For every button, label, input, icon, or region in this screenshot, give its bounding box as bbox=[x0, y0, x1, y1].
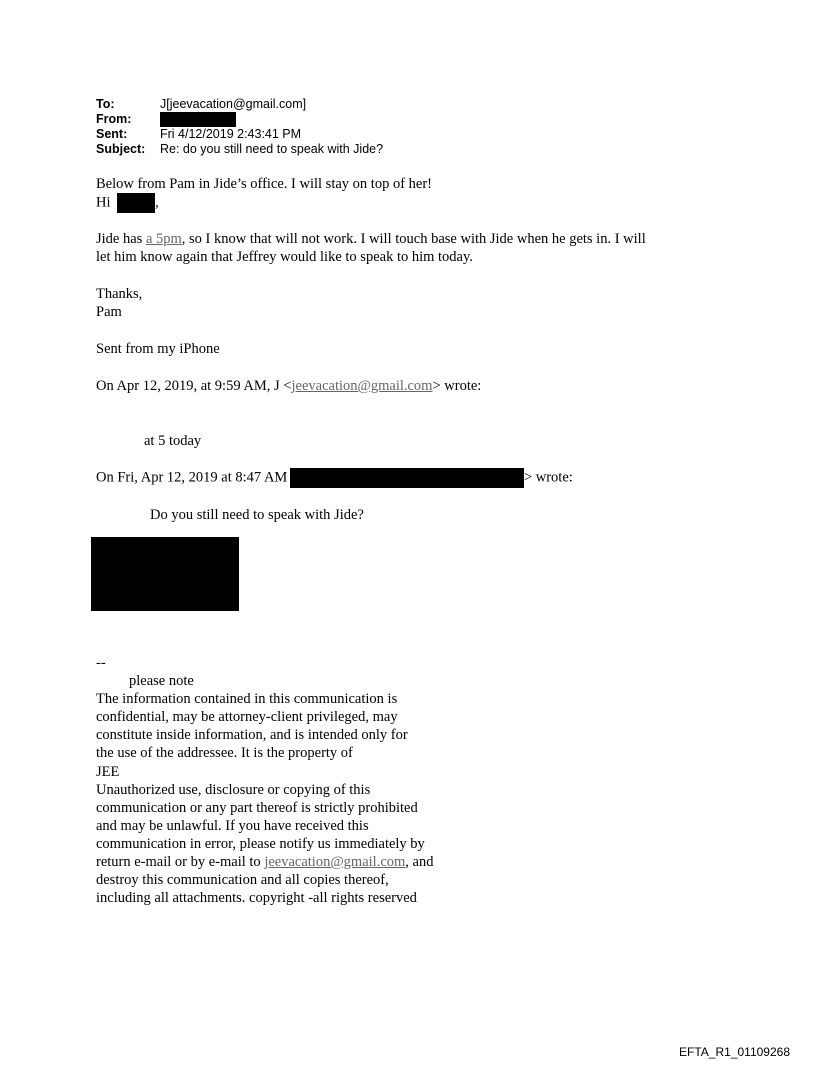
greeting-line bbox=[96, 193, 159, 213]
meeting-time-link[interactable]: a 5pm bbox=[145, 231, 182, 247]
footer-note: please note bbox=[129, 673, 194, 690]
disclaimer bbox=[96, 654, 433, 907]
paragraph-text-cont: , so I know that will not work. I will touch base with Jide when he gets in. I will bbox=[181, 231, 646, 247]
sent-label: Sent: bbox=[96, 127, 128, 141]
reply-text: at 5 today bbox=[144, 433, 202, 449]
redaction-from bbox=[160, 112, 236, 127]
to-label: To: bbox=[96, 97, 115, 111]
footer-email-link[interactable]: jeevacation@gmail.com bbox=[264, 854, 406, 871]
footer-line-email bbox=[96, 853, 433, 871]
quote-header-1-text: On Apr 12, 2019, at 9:59 AM, J < bbox=[96, 378, 292, 394]
from-label: From: bbox=[96, 112, 132, 126]
redaction-signature-block bbox=[91, 537, 239, 611]
question-line: Do you still need to speak with Jide? bbox=[150, 507, 364, 523]
email-link[interactable]: jeevacation@gmail.com bbox=[291, 378, 433, 394]
sent-from-line: Sent from my iPhone bbox=[96, 341, 220, 357]
subject-label: Subject: bbox=[96, 142, 146, 156]
footer-line: communication or any part thereof is strictly prohibited bbox=[96, 799, 418, 816]
sent-value: Fri 4/12/2019 2:43:41 PM bbox=[160, 127, 302, 141]
footer-line-end: , and bbox=[405, 854, 434, 871]
footer-line: and may be unlawful. If you have received this bbox=[96, 817, 369, 834]
signature-line: Pam bbox=[96, 304, 122, 320]
bates-number: EFTA_R1_01109268 bbox=[679, 1045, 790, 1059]
subject-value: Re: do you still need to speak with Jide? bbox=[160, 142, 384, 156]
footer-line: the use of the addressee. It is the property of bbox=[96, 745, 353, 762]
quote-header-2 bbox=[96, 468, 573, 488]
footer-line: JEE bbox=[96, 763, 120, 780]
quote-header-1-end: > wrote: bbox=[432, 378, 482, 394]
footer-dashes: -- bbox=[96, 655, 106, 671]
message-paragraph-line2: let him know again that Jeffrey would like to speak to him today. bbox=[96, 249, 473, 265]
footer-line: Unauthorized use, disclosure or copying of this bbox=[96, 781, 371, 798]
redaction-sender bbox=[290, 468, 524, 488]
footer-line: confidential, may be attorney-client privileged, may bbox=[96, 709, 398, 726]
paragraph-text: Jide has bbox=[96, 231, 146, 247]
footer-line: The information contained in this communication is bbox=[96, 691, 398, 708]
redaction-greeting bbox=[117, 193, 155, 213]
footer-line: communication in error, please notify us immediately by bbox=[96, 835, 425, 852]
quote-header-1 bbox=[96, 377, 481, 395]
to-value: J[jeevacation@gmail.com] bbox=[160, 97, 307, 111]
quote-header-2-end: > wrote: bbox=[523, 469, 573, 486]
quote-header-2-text: On Fri, Apr 12, 2019 at 8:47 AM bbox=[96, 469, 288, 486]
message-paragraph-line1 bbox=[96, 230, 646, 248]
intro-line: Below from Pam in Jide’s office. I will stay on top of her! bbox=[96, 176, 432, 192]
greeting-comma: , bbox=[155, 194, 159, 211]
footer-line-text: return e-mail or by e-mail to bbox=[96, 854, 265, 871]
footer-line: including all attachments. copyright -all rights reserved bbox=[96, 890, 417, 907]
thanks-line: Thanks, bbox=[96, 286, 143, 302]
footer-line: constitute inside information, and is intended only for bbox=[96, 727, 408, 744]
footer-line: destroy this communication and all copies thereof, bbox=[96, 872, 389, 889]
greeting-hi: Hi bbox=[96, 194, 111, 211]
